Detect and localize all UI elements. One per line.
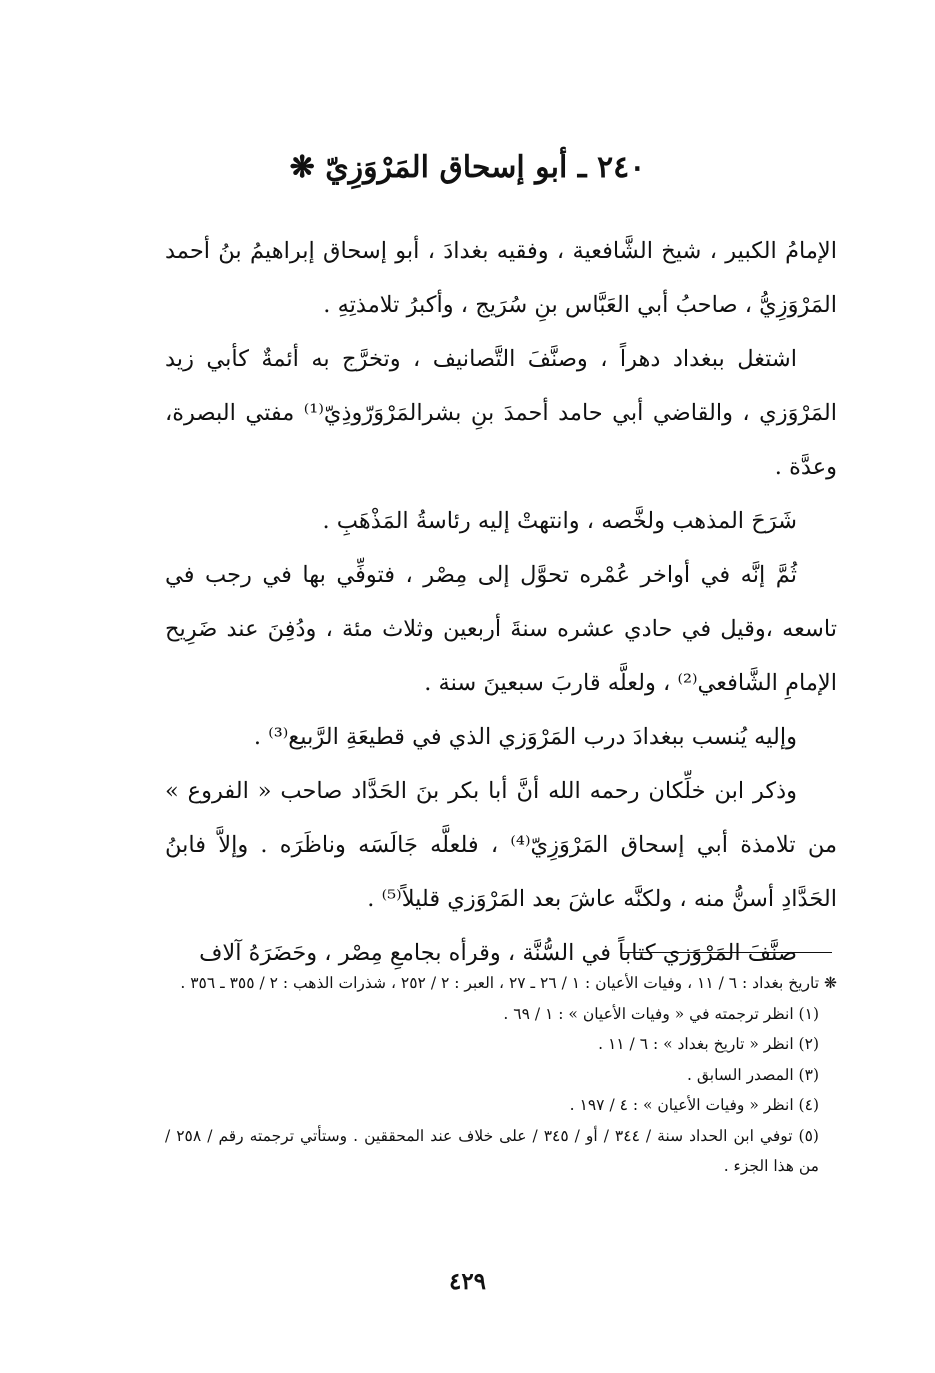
footnotes [165, 968, 837, 1182]
paragraph-3: شَرَحَ المذهب ولخَّصه ، وانتهتْ إليه رئاسةُ المَذْهَبِ . [322, 508, 797, 534]
footnote-2: (٢) انظر « تاريخ بغداد » : ٦ / ١١ . [598, 1035, 819, 1053]
footnote-1: (١) انظر ترجمته في « وفيات الأعيان » : ١ / ٦٩ . [503, 1004, 819, 1023]
paragraph-7: صنَّفَ المَرْوَزي كتاباً في السُّنَّة ، وقرأه بجامعِ مِصْر ، وحَضَرَهُ آلاف [199, 940, 797, 966]
paragraph-6: وذكر ابن خلِّكان رحمه الله أنَّ أبا بكر بنَ الحَدَّاد صاحب « الفروع » من تلامذة أبي إسحاق المَرْوَزِيّ⁽⁴⁾ ، فلعلَّه جَالَسَه وناظَرَه . وإلاَّ فابنُ الحَدَّادِ أسنُّ منه ، ولكنَّه عاشَ بعد المَرْوَزي قليلاً⁽⁵⁾ . [165, 778, 837, 912]
paragraph-1: الإمامُ الكبير ، شيخ الشَّافعية ، وفقيه بغدادَ ، أبو إسحاق إبراهيمُ بنُ أحمد المَرْوَزِيُّ ، صاحبُ أبي العَبَّاس بنِ سُرَيج ، وأكبرُ تلامذتِهِ . [165, 238, 837, 318]
footnote-5: (٥) توفي ابن الحداد سنة / ٣٤٤ / أو / ٣٤٥ / على خلاف عند المحققين . وستأتي ترجمته رقم / ٢٥٨ / من هذا الجزء . [165, 1126, 819, 1175]
footnote-divider [622, 952, 832, 953]
paragraph-2: اشتغل ببغداد دهراً ، وصنَّفَ التَّصانيف ، وتخرَّج به أئمةٌ كأبي زيد المَرْوَزي ، والقاضي أبي حامد أحمدَ بنِ بشرالمَرْوَرّوذِيّ⁽¹⁾ مفتي البصرة، وعدَّة . [165, 346, 838, 480]
footnote-sources: ❋ تاريخ بغداد : ٦ / ١١ ، وفيات الأعيان : ١ / ٢٦ ـ ٢٧ ، العبر : ٢ / ٢٥٢ ، شذرات الذهب : ٢ / ٣٥٥ ـ ٣٥٦ . [180, 974, 837, 992]
entry-body [165, 224, 837, 980]
footnote-3: (٣) المصدر السابق . [686, 1065, 819, 1084]
entry-title: ٢٤٠ ـ أبو إسحاق المَرْوَزِيّ ❋ [289, 150, 646, 185]
paragraph-5: وإليه يُنسب ببغدادَ درب المَرْوَزي الذي في قطيعَةِ الرَّبيع⁽³⁾ . [253, 724, 797, 750]
page-number: ٤٢٩ [448, 1268, 487, 1295]
paragraph-4: ثُمَّ إنَّه في أواخر عُمْره تحوَّل إلى مِصْر ، فتوفِّي بها في رجب في تاسعه ،وقيل في حادي عشره سنةَ أربعين وثلاث مئة ، ودُفِنَ عند ضَرِيح الإمامِ الشَّافعي⁽²⁾ ، ولعلَّه قاربَ سبعينَ سنة . [165, 562, 837, 696]
footnote-4: (٤) انظر « وفيات الأعيان » : ٤ / ١٩٧ . [569, 1096, 819, 1114]
